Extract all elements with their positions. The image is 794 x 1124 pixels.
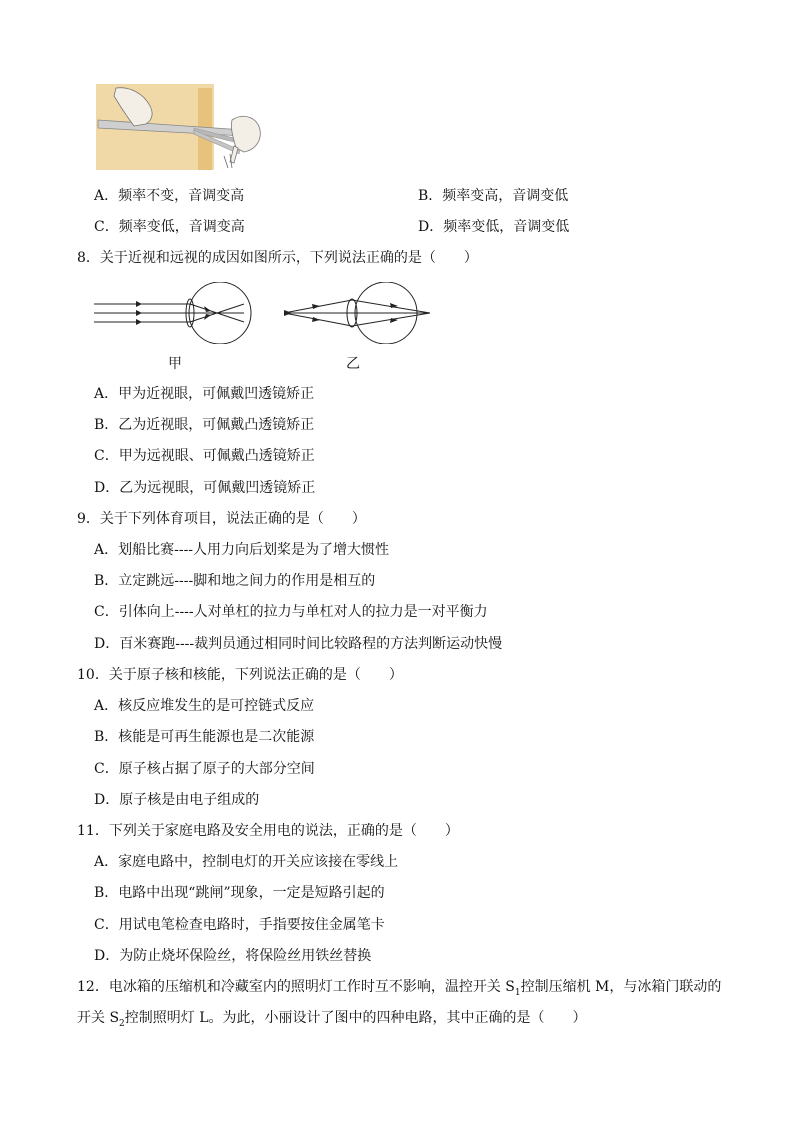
q8-option-d: D．乙为远视眼，可佩戴凹透镜矫正 bbox=[94, 480, 316, 496]
q9-option-b: B．立定跳远----脚和地之间力的作用是相互的 bbox=[94, 573, 376, 589]
q11-option-b: B．电路中出现“跳闸”现象，一定是短路引起的 bbox=[94, 885, 385, 901]
q10-option-d: D．原子核是由电子组成的 bbox=[94, 792, 260, 808]
q9-option-c: C．引体向上----人对单杠的拉力与单杠对人的拉力是一对平衡力 bbox=[94, 604, 488, 620]
q8-option-b: B．乙为近视眼，可佩戴凸透镜矫正 bbox=[94, 417, 315, 433]
q7-option-d: D．频率变低，音调变低 bbox=[418, 219, 570, 235]
q12-text-1b: 控制压缩机 M，与冰箱门联动的 bbox=[520, 979, 722, 995]
q11-stem: 11．下列关于家庭电路及安全用电的说法，正确的是（ ） bbox=[77, 823, 459, 839]
ruler-figure bbox=[94, 84, 264, 172]
q10-option-a: A．核反应堆发生的是可控链式反应 bbox=[94, 698, 315, 714]
q7-option-c: C．频率变低，音调变高 bbox=[94, 219, 245, 235]
q7-option-a: A．频率不变，音调变高 bbox=[94, 188, 245, 204]
q12-text-1a: 12．电冰箱的压缩机和冷藏室内的照明灯工作时互不影响，温控开关 S bbox=[77, 979, 515, 995]
q12-stem-line2 bbox=[77, 1008, 587, 1034]
q12-sub-2: 2 bbox=[119, 1018, 125, 1029]
q12-text-2a: 开关 S bbox=[77, 1010, 120, 1026]
q12-text-2b: 控制照明灯 L。为此，小丽设计了图中的四种电路，其中正确的是（ ） bbox=[124, 1010, 587, 1026]
eye-jia bbox=[94, 282, 251, 344]
q11-option-a: A．家庭电路中，控制电灯的开关应该接在零线上 bbox=[94, 854, 399, 870]
eye-label-jia: 甲 bbox=[168, 356, 182, 372]
q11-option-d: D．为防止烧坏保险丝，将保险丝用铁丝替换 bbox=[94, 948, 372, 964]
q12-stem-line1 bbox=[77, 977, 721, 1003]
q10-option-c: C．原子核占据了原子的大部分空间 bbox=[94, 761, 315, 777]
q9-option-d: D．百米赛跑----裁判员通过相同时间比较路程的方法判断运动快慢 bbox=[94, 636, 503, 652]
eye-label-yi: 乙 bbox=[346, 356, 360, 372]
eye-diagrams bbox=[94, 282, 434, 344]
q8-stem: 8．关于近视和远视的成因如图所示，下列说法正确的是（ ） bbox=[77, 250, 478, 266]
q8-option-a: A．甲为近视眼，可佩戴凹透镜矫正 bbox=[94, 386, 315, 402]
q9-stem: 9．关于下列体育项目，说法正确的是（ ） bbox=[77, 511, 366, 527]
eye-yi bbox=[284, 282, 430, 344]
q9-option-a: A．划船比赛----人用力向后划桨是为了增大惯性 bbox=[94, 542, 390, 558]
q8-option-c: C．甲为远视眼、可佩戴凸透镜矫正 bbox=[94, 448, 315, 464]
q12-sub-1: 1 bbox=[514, 987, 521, 998]
q7-option-b: B．频率变高，音调变低 bbox=[418, 188, 569, 204]
q10-option-b: B．核能是可再生能源也是二次能源 bbox=[94, 729, 315, 745]
q10-stem: 10．关于原子核和核能，下列说法正确的是（ ） bbox=[77, 667, 403, 683]
q11-option-c: C．用试电笔检查电路时，手指要按住金属笔卡 bbox=[94, 917, 385, 933]
